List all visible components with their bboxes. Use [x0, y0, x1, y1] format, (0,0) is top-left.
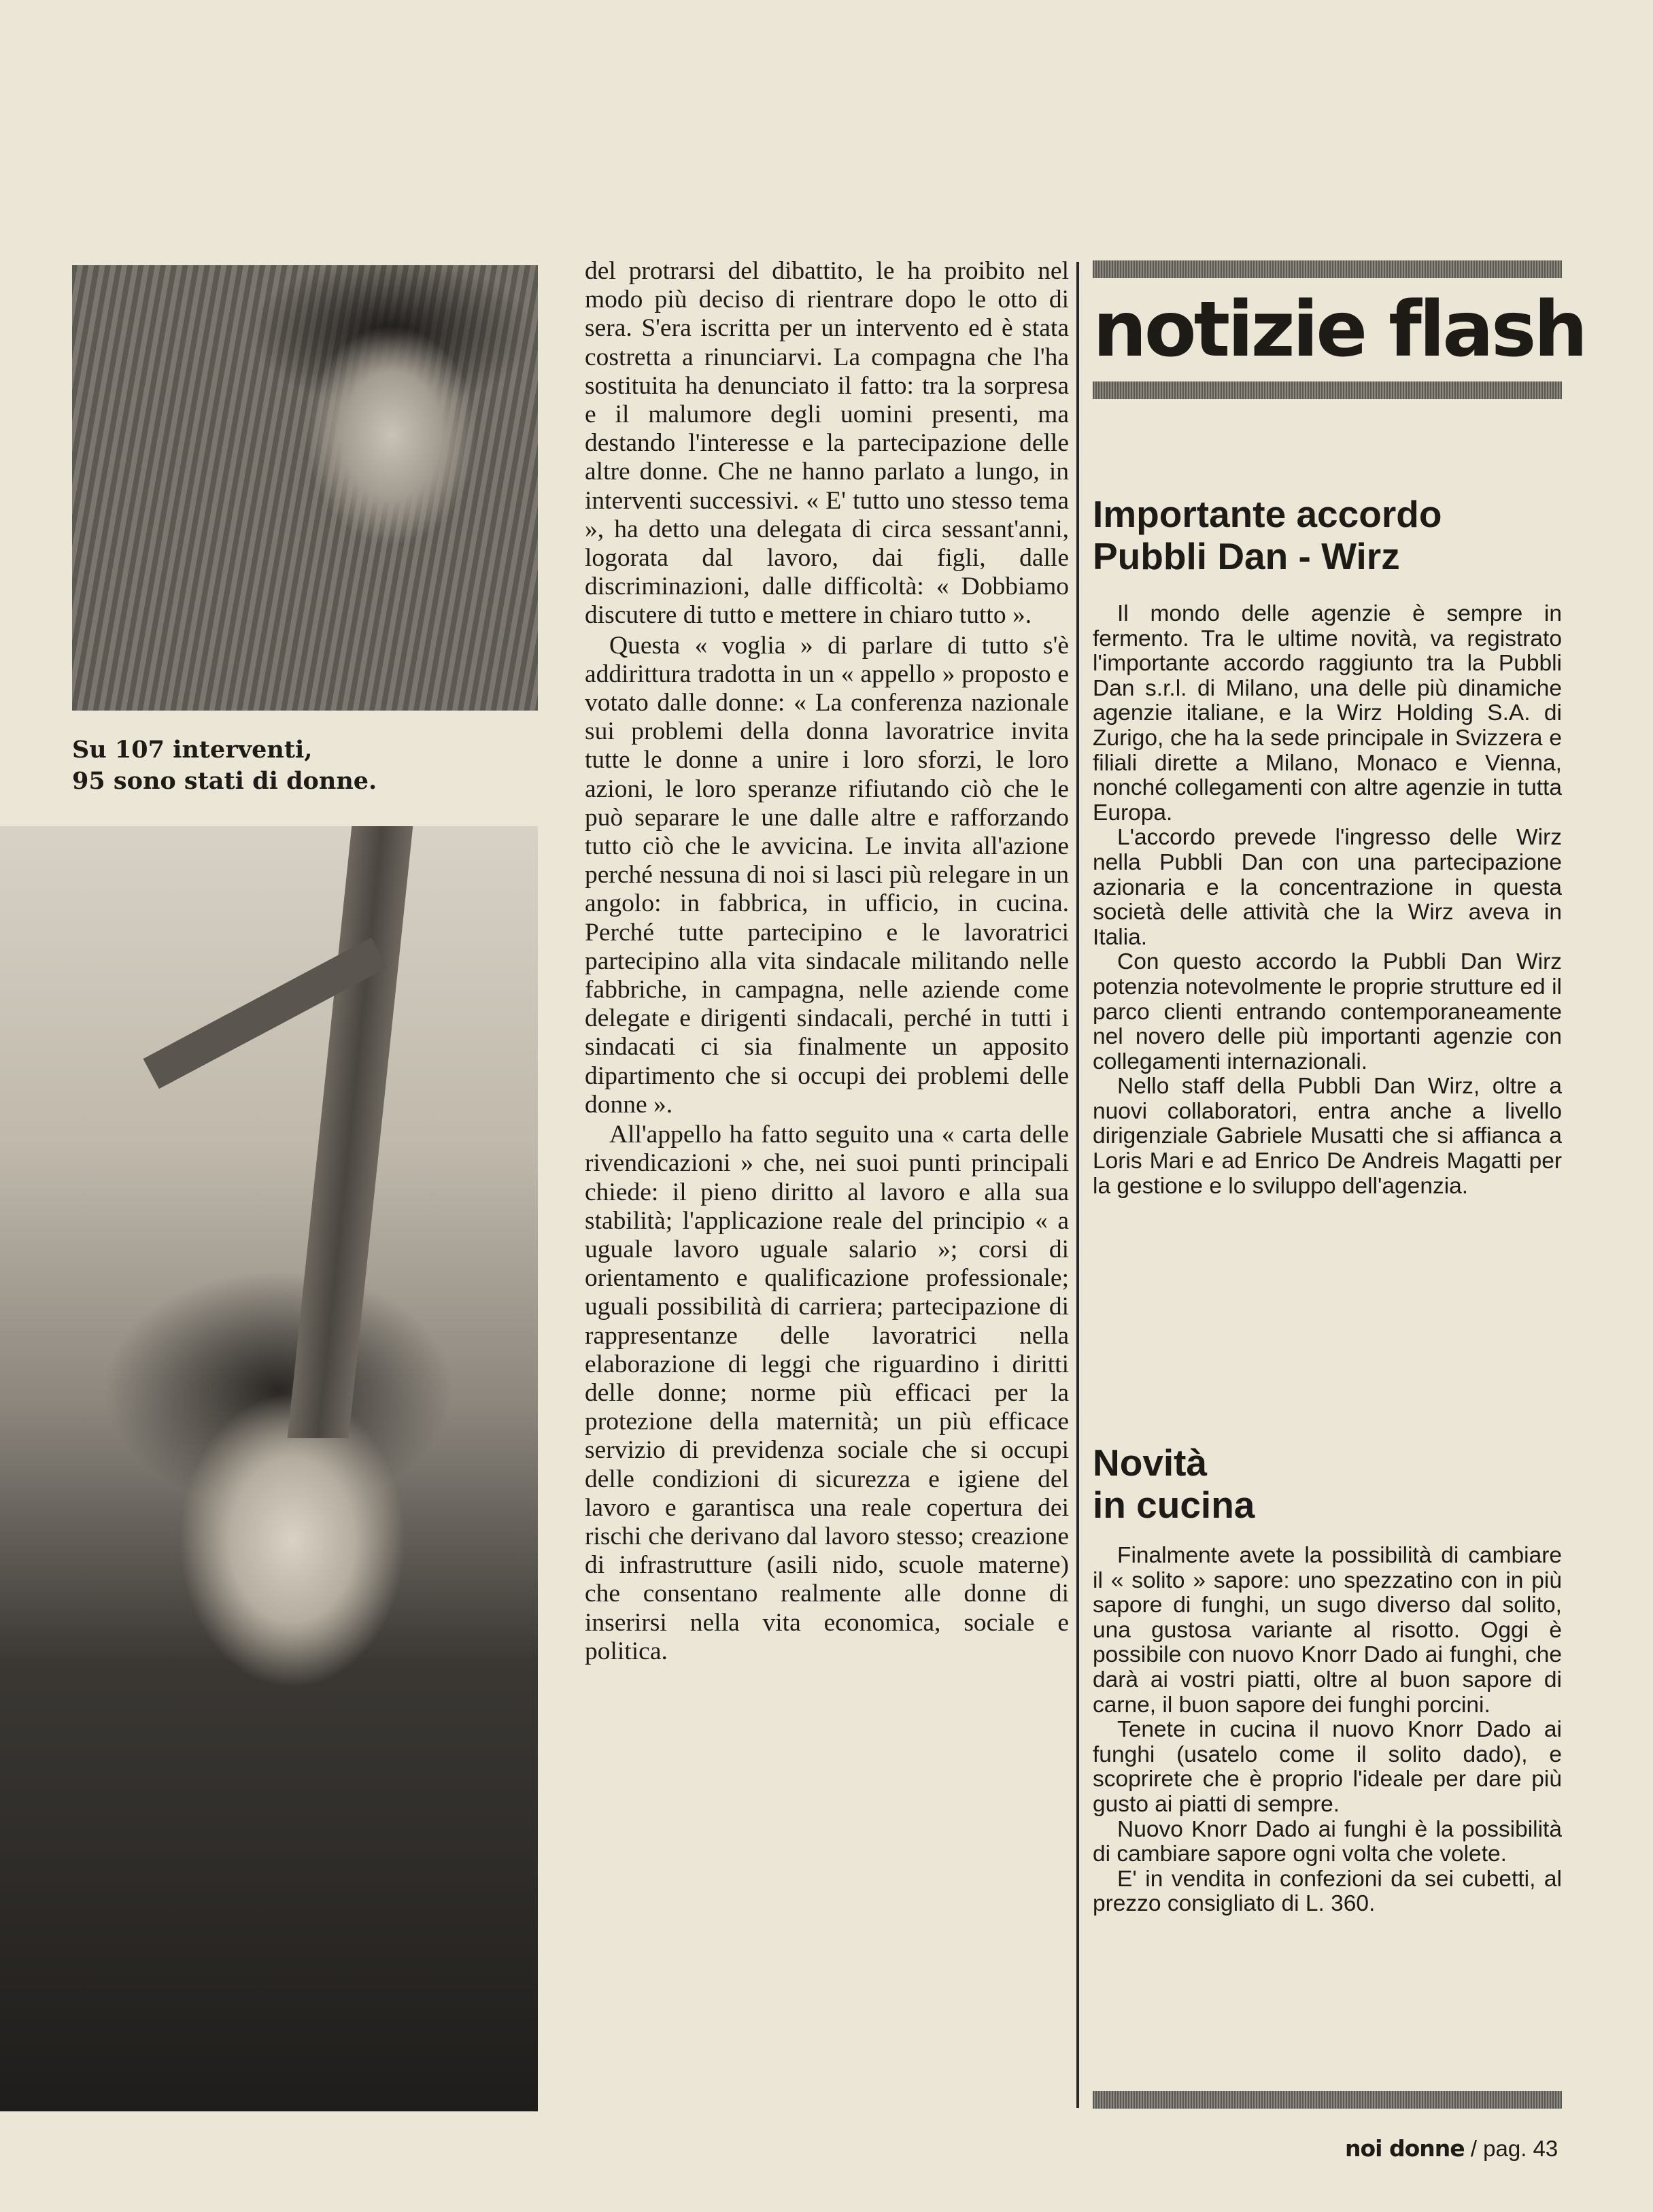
main-article-column [585, 257, 1069, 1666]
caption-line-1: Su 107 interventi, [72, 736, 313, 764]
footer-separator: / [1470, 2136, 1477, 2161]
news-headline-1-line-2: Pubbli Dan - Wirz [1093, 535, 1400, 577]
news-1-paragraph-1: Il mondo delle agenzie è sempre in fermento. Tra le ultime novità, va registrato l'importante accordo raggiunto tra la Pubbli Dan s.r.l. di Milano, una delle più dinamiche agenzie italiane, e la Wirz Holding S.A. di Zurigo, che ha la sede principale in Svizzera e filiali dirette a Milano, Monaco e Vienna, nonché collegamenti con altre agenzie in tutta Europa. [1093, 601, 1562, 826]
section-title: notizie flash [1093, 286, 1586, 374]
news-1-paragraph-4: Nello staff della Pubbli Dan Wirz, oltre a nuovi collaboratori, entra anche a livello dirigenziale Gabriele Musatti che si affianca a Loris Mari e ad Enrico De Andreis Magatti per la gestione e lo sviluppo dell'agenzia. [1093, 1074, 1562, 1199]
main-paragraph-1: del protrarsi del dibattito, le ha proibito nel modo più deciso di rientrare dopo le otto di sera. S'era iscritta per un intervento ed è stata costretta a rinunciarvi. La compagna che l'ha sostituita ha denunciato il fatto: tra la sorpresa e il malumore degli uomini presenti, ma destando l'interesse e la partecipazione delle altre donne. Che ne hanno parlato a lungo, in interventi successivi. « E' tutto uno stesso tema », ha detto una delegata di circa sessant'anni, logorata dal lavoro, dai figli, dalle discriminazioni, dalle difficoltà: « Dobbiamo discutere di tutto e mettere in chiaro tutto ». [585, 257, 1069, 630]
photo-tree-trunk [288, 826, 413, 1438]
news-article-2 [1093, 1544, 1562, 1917]
main-paragraph-3: All'appello ha fatto seguito una « carta delle rivendicazioni » che, nei suoi punti principali chiede: il pieno diritto al lavoro e alla sua stabilità; l'applicazione reale del principio « a uguale lavoro uguale salario »; corsi di orientamento e qualificazione professionale; uguali possibilità di carriera; partecipazione di rappresentanze delle lavoratrici nella elaborazione di leggi che riguardino i diritti delle donne; norme più efficaci per la protezione della maternità; un più efficace servizio di previdenza sociale che si occupi delle condizioni di sicurezza e igiene del lavoro e garantisca una reale copertura dei rischi che derivano dal lavoro stesso; creazione di infrastrutture (asili nido, scuole materne) che consentano realmente alle donne di inserirsi nella vita economica, sociale e politica. [585, 1121, 1069, 1665]
news-2-paragraph-2: Tenete in cucina il nuovo Knorr Dado ai funghi (usatelo come il solito dado), e scoprirete che è proprio l'ideale per dare più gusto ai piatti di sempre. [1093, 1717, 1562, 1817]
photo-young-woman-protest [0, 826, 538, 2111]
sidebar-end-bar [1093, 2091, 1562, 2109]
news-article-1 [1093, 602, 1562, 1199]
news-2-paragraph-1: Finalmente avete la possibilità di cambiare il « solito » sapore: uno spezzatino con in più sapore di funghi, un sugo diverso dal solito, una gustosa variante al risotto. Oggi è possibile con nuovo Knorr Dado ai funghi, che darà ai vostri piatti, oltre al buon sapore di carne, il buon sapore dei funghi porcini. [1093, 1543, 1562, 1718]
news-headline-2 [1093, 1442, 1562, 1526]
news-1-paragraph-2: L'accordo prevede l'ingresso delle Wirz nella Pubbli Dan con una partecipazione azionaria e la concentrazione in questa società delle attività che la Wirz aveva in Italia. [1093, 825, 1562, 950]
banner-top-bar [1093, 260, 1562, 278]
photo-woman-smoking [72, 265, 538, 711]
news-1-paragraph-3: Con questo accordo la Pubbli Dan Wirz potenzia notevolmente le proprie strutture ed il parco clienti entrando contemporaneamente nel novero delle più importanti agenzie con collegamenti internazionali. [1093, 949, 1562, 1074]
main-paragraph-2: Questa « voglia » di parlare di tutto s'è addirittura tradotta in un « appello » proposto e votato dalle donne: « La conferenza nazionale sui problemi della donna lavoratrice invita tutte le donne a unire i loro sforzi, le loro azioni, le loro speranze rifiutando ciò che le può separare le une dalle altre e rafforzando tutto ciò che le avvicina. Le invita all'azione perché nessuna di noi si lasci più relegare in un angolo: in fabbrica, in ufficio, in cucina. Perché tutte partecipino e le lavoratrici partecipino alla vita sindacale militando nelle fabbriche, in campagna, nelle aziende come delegate e dirigenti sindacali, perché in tutti i sindacati ci sia finalmente un apposito dipartimento che si occupi dei problemi delle donne ». [585, 631, 1069, 1119]
column-divider [1076, 262, 1079, 2108]
photo-caption [72, 734, 541, 797]
news-headline-1 [1093, 493, 1562, 577]
news-2-paragraph-4: E' in vendita in confezioni da sei cubetti, al prezzo consigliato di L. 360. [1093, 1866, 1562, 1917]
magazine-name: noi donne [1345, 2135, 1465, 2162]
news-headline-2-line-2: in cucina [1093, 1484, 1255, 1526]
news-headline-1-line-1: Importante accordo [1093, 493, 1442, 535]
caption-line-2: 95 sono stati di donne. [72, 767, 377, 795]
news-2-paragraph-3: Nuovo Knorr Dado ai funghi è la possibilità di cambiare sapore ogni volta che volete. [1093, 1816, 1562, 1867]
page-number: pag. 43 [1483, 2136, 1558, 2161]
news-headline-2-line-1: Novità [1093, 1442, 1208, 1484]
banner-bottom-bar [1093, 381, 1562, 399]
page-footer [1345, 2135, 1558, 2162]
